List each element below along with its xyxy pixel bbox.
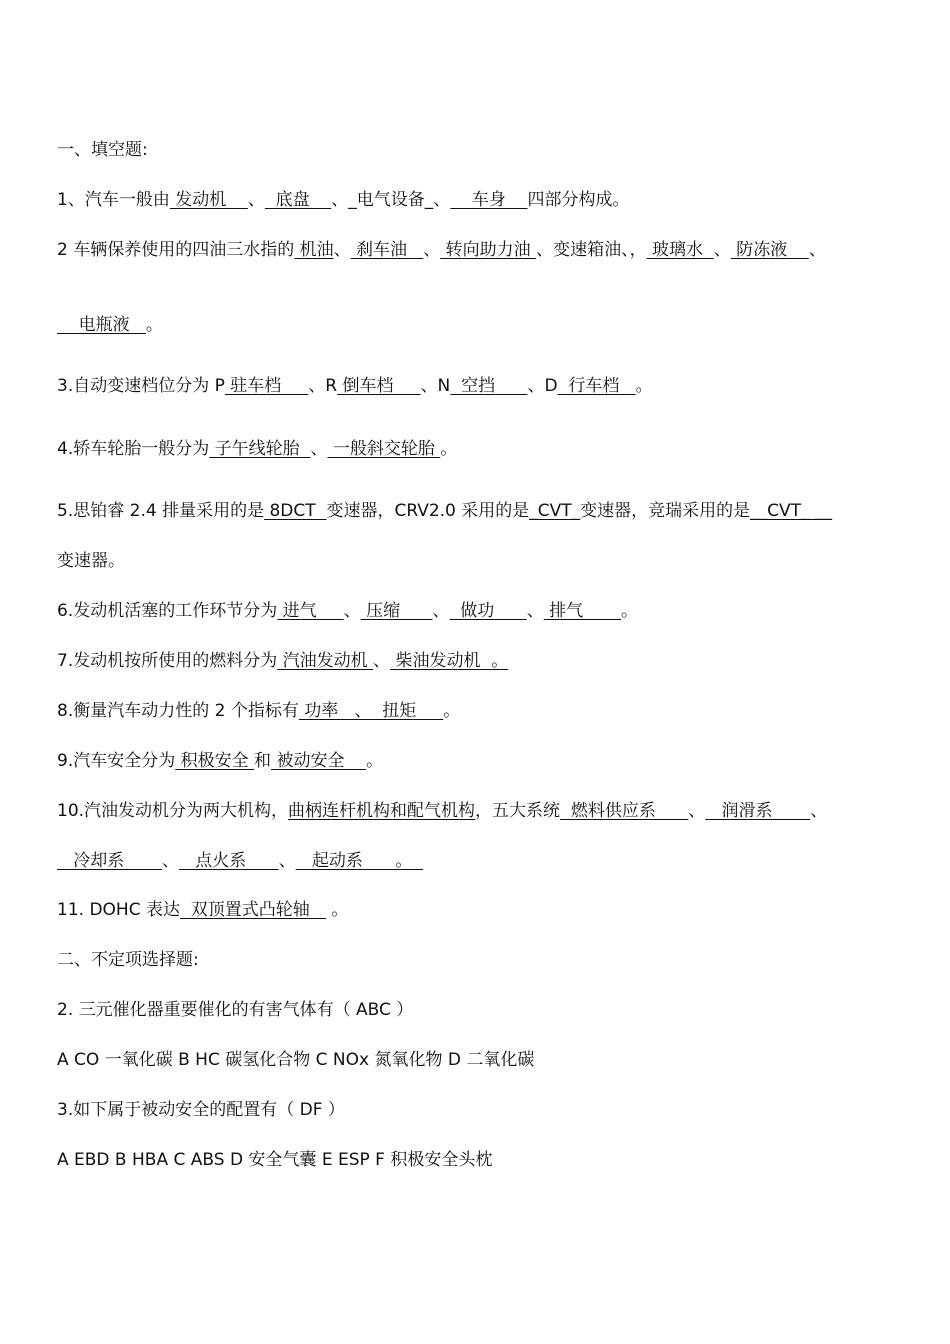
answer-blank: 行车档 [557, 376, 636, 396]
question-3: 3.自动变速档位分为 P 驻车档 、R 倒车档 、N 空挡 、D 行车档 。 [57, 376, 653, 396]
answer-blank: __CVT_ __ [750, 501, 832, 521]
answer-blank: 积极安全 [175, 751, 255, 771]
section-title-multiple-choice: 二、不定项选择题: [57, 950, 199, 970]
answer-blank: _CVT_ [529, 501, 581, 521]
answer-blank: 进气 [277, 601, 344, 621]
question-4: 4.轿车轮胎一般分为 子午线轮胎 、 一般斜交轮胎 。 [57, 439, 458, 459]
answer-blank: 底盘 [264, 190, 332, 210]
question-11: 11. DOHC 表达 双顶置式凸轮轴 。 [57, 900, 349, 920]
answer-blank: 冷却系 [57, 851, 163, 871]
answer-blank: 功率 、 扭矩 [298, 701, 444, 721]
question-8: 8.衡量汽车动力性的 2 个指标有 功率 、 扭矩 。 [57, 701, 461, 721]
answer-blank: 压缩 [360, 601, 433, 621]
question-5-continued: 变速器。 [57, 551, 125, 571]
question-6: 6.发动机活塞的工作环节分为 进气 、 压缩 、 做功 、 排气 。 [57, 601, 638, 621]
answer-blank: 防冻液 [730, 240, 809, 260]
answer-blank: 电瓶液 [57, 315, 146, 335]
question-5: 5.思铂睿 2.4 排量采用的是 8DCT 变速器，CRV2.0 采用的是_CVT_变速器，竞瑞采用的是__CVT_ __ [57, 501, 832, 521]
section-title-fill-in: 一、填空题: [57, 140, 148, 160]
answer-blank: 刹车油 [350, 240, 424, 260]
answer-blank: 柴油发动机 。 [390, 651, 509, 671]
question-10: 10.汽油发动机分为两大机构，曲柄连杆机构和配气机构，五大系统 燃料供应系 、 润滑系 、 [57, 801, 828, 821]
answer-blank: 一般斜交轮胎 [327, 439, 441, 459]
answer-blank: 被动安全 [271, 751, 367, 771]
answer-blank: _电气设备_ [348, 190, 434, 210]
answer-blank: 发动机 [169, 190, 248, 210]
question-9: 9.汽车安全分为 积极安全 和 被动安全 。 [57, 751, 384, 771]
mc-question-2: 2. 三元催化器重要催化的有害气体有（ ABC ） [57, 1000, 414, 1020]
answer-blank: 曲柄连杆机构和配气机构 [288, 801, 476, 821]
mc-question-3: 3.如下属于被动安全的配置有（ DF ） [57, 1100, 345, 1120]
question-7: 7.发动机按所使用的燃料分为 汽油发动机 、 柴油发动机 。 [57, 651, 509, 671]
answer-blank: 空挡 [450, 376, 528, 396]
answer-blank: 子午线轮胎 [209, 439, 311, 459]
question-2: 2 车辆保养使用的四油三水指的 机油、 刹车油 、 转向助力油 、变速箱油、， 玻璃水 、 防冻液 、 [57, 240, 826, 260]
answer-blank: 驻车档 [224, 376, 309, 396]
answer-blank: 车身 [450, 190, 528, 210]
answer-blank: 玻璃水 [646, 240, 714, 260]
mc-question-3-options: A EBD B HBA C ABS D 安全气囊 E ESP F 积极安全头枕 [57, 1150, 493, 1170]
question-1: 1、汽车一般由 发动机 、 底盘 、_电气设备_、 车身 四部分构成。 [57, 190, 630, 210]
answer-blank: 8DCT [264, 501, 327, 521]
answer-blank: 点火系 [179, 851, 279, 871]
answer-blank: 双顶置式凸轮轴 [179, 900, 326, 920]
answer-blank: 机油 [294, 240, 334, 260]
answer-blank: 汽油发动机 [277, 651, 374, 671]
answer-blank: 倒车档 [337, 376, 421, 396]
answer-blank: 燃料供应系 [560, 801, 689, 821]
mc-question-2-options: A CO 一氧化碳 B HC 碳氢化合物 C NOx 氮氧化物 D 二氧化碳 [57, 1050, 535, 1070]
answer-blank: 排气 [543, 601, 621, 621]
answer-blank: 转向助力油 [440, 240, 537, 260]
answer-blank: 润滑系 [705, 801, 811, 821]
answer-blank: 做功 [449, 601, 527, 621]
question-2-continued: 电瓶液 。 [57, 315, 163, 335]
question-10-continued: 冷却系 、 点火系 、 起动系 。 [57, 851, 424, 871]
answer-blank: 起动系 。 [295, 851, 424, 871]
